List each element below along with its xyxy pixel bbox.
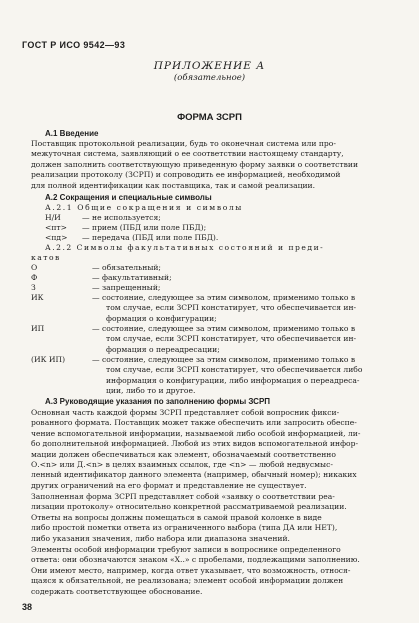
abbr-text: — прием (ПБД или поле ПБД); bbox=[82, 223, 207, 232]
standard-header: ГОСТ Р ИСО 9542—93 bbox=[22, 40, 126, 50]
abbr-symbol: <пт> bbox=[45, 223, 67, 232]
abbr-text: — передача (ПБД или поле ПБД). bbox=[82, 233, 219, 242]
symbol: О bbox=[31, 263, 38, 272]
intro-paragraph bbox=[31, 139, 391, 191]
abbr-text: — не используется; bbox=[82, 213, 161, 222]
symbol: Ф bbox=[31, 273, 38, 282]
guidelines-paragraph-3 bbox=[31, 513, 391, 544]
text-line: других ограничений на его формат и представление не существует. bbox=[31, 480, 307, 490]
text-line: мации должен обеспечиваться как элемент, обозначаемый соответственно bbox=[31, 449, 336, 459]
symbol: З bbox=[31, 283, 36, 292]
symbol: ИК bbox=[31, 293, 44, 302]
symbol-definition bbox=[92, 324, 392, 355]
text-line: Заполненная форма ЗСРП представляет собой «заявку о соответствии реа- bbox=[31, 492, 335, 501]
text-line: рованного формата. Поставщик может также обеспечить или запросить обеспе- bbox=[31, 418, 357, 428]
subsection-heading: А.2.1 Общие сокращения и символы bbox=[45, 203, 243, 212]
text-line: чение вспомогательной информации, называемой либо особой информацией, ли- bbox=[31, 428, 361, 438]
text-line: ответа: они обозначаются знаком «Х..» с пробелами, подлежащими заполнению. bbox=[31, 555, 360, 565]
text-line: лизации протоколу» относительно конкретной рассматриваемой реализации. bbox=[31, 502, 347, 512]
page-number: 38 bbox=[22, 602, 33, 612]
symbol-definition bbox=[92, 283, 392, 293]
text-line: Ответы на вопросы должны помещаться в самой правой колонке в виде bbox=[31, 513, 322, 522]
text-line: содержать соответствующее обоснование. bbox=[31, 586, 203, 596]
text-line: том случае, если ЗСРП констатирует, что обеспечивается ин- bbox=[106, 303, 357, 313]
text-line: ции, либо то и другое. bbox=[106, 386, 196, 396]
text-line: — факультативный; bbox=[92, 273, 172, 282]
text-line: ленный идентификатор данного элемента (например, обычный номер); никаких bbox=[31, 470, 357, 480]
text-line: — обязательный; bbox=[92, 263, 161, 272]
form-title: ФОРМА ЗСРП bbox=[177, 112, 242, 123]
section-heading-guidelines: А.3 Руководящие указания по заполнению формы ЗСРП bbox=[45, 397, 271, 406]
symbol-definition bbox=[92, 263, 392, 273]
section-heading-abbreviations: А.2 Сокращения и специальные символы bbox=[45, 193, 212, 202]
text-line: для полной идентификации как поставщика, так и самой реализации. bbox=[31, 180, 316, 190]
text-line: — запрещенный; bbox=[92, 283, 161, 292]
symbol: (ИК ИП) bbox=[31, 355, 66, 364]
appendix-subtitle: (обязательное) bbox=[173, 73, 246, 83]
guidelines-paragraph-4 bbox=[31, 545, 391, 597]
symbol-definition bbox=[92, 273, 392, 283]
text-line: том случае, если ЗСРП констатирует, что обеспечивается либо bbox=[106, 365, 363, 375]
abbr-symbol: Н/И bbox=[45, 213, 61, 222]
text-line: Поставщик протокольной реализации, будь то оконечная система или про- bbox=[31, 139, 336, 148]
guidelines-paragraph-1 bbox=[31, 408, 391, 491]
symbol-definition bbox=[92, 293, 392, 324]
text-line: Элементы особой информации требуют записи в вопроснике определенного bbox=[31, 545, 341, 554]
subsection-heading: катов bbox=[31, 253, 61, 262]
text-line: должен заполнить соответствующую приведенную форму заявки о соответствии bbox=[31, 159, 359, 169]
text-line: — состояние, следующее за этим символом, применимо только в bbox=[92, 293, 356, 302]
text-line: Основная часть каждой формы ЗСРП представляет собой вопросник фикси- bbox=[31, 408, 340, 417]
symbol-definition bbox=[92, 355, 392, 397]
text-line: межуточная система, заявляющий о ее соответствии настоящему стандарту, bbox=[31, 149, 344, 159]
subsection-heading: А.2.2 Символы факультативных состояний и преди- bbox=[45, 243, 325, 252]
text-line: щаяся к обязательной, не реализована; элемент особой информации должен bbox=[31, 576, 344, 586]
text-line: — состояние, следующее за этим символом, применимо только в bbox=[92, 324, 356, 333]
text-line: бо дополнительной информацией. Любой из этих видов вспомогательной инфор- bbox=[31, 439, 359, 449]
text-line: том случае, если ЗСРП констатирует, что обеспечивается ин- bbox=[106, 334, 357, 344]
section-heading-intro: А.1 Введение bbox=[45, 129, 99, 138]
text-line: информация о конфигурации, либо информация о переадреса- bbox=[106, 375, 360, 385]
text-line: Они имеют место, например, когда ответ указывает, что возможность, относя- bbox=[31, 565, 351, 575]
abbr-symbol: <пд> bbox=[45, 233, 68, 242]
appendix-title: ПРИЛОЖЕНИЕ А bbox=[153, 60, 266, 72]
text-line: формация о конфигурации; bbox=[106, 313, 217, 323]
text-line: либо простой пометки ответа из ограниченного выбора (типа ДА или НЕТ), bbox=[31, 523, 338, 533]
text-line: — состояние, следующее за этим символом, применимо только в bbox=[92, 355, 356, 364]
symbol: ИП bbox=[31, 324, 45, 333]
text-line: либо указания значения, либо набора или диапазона значений. bbox=[31, 533, 290, 543]
text-line: формация о переадресации; bbox=[106, 344, 220, 354]
text-line: О.<n> или Д.<n> в целях взаимных ссылок, где <n> — любой недвусмыс- bbox=[31, 460, 333, 470]
text-line: реализации протоколу (ЗСРП) и сопроводить ее информацией, необходимой bbox=[31, 170, 341, 180]
guidelines-paragraph-2 bbox=[31, 492, 391, 513]
